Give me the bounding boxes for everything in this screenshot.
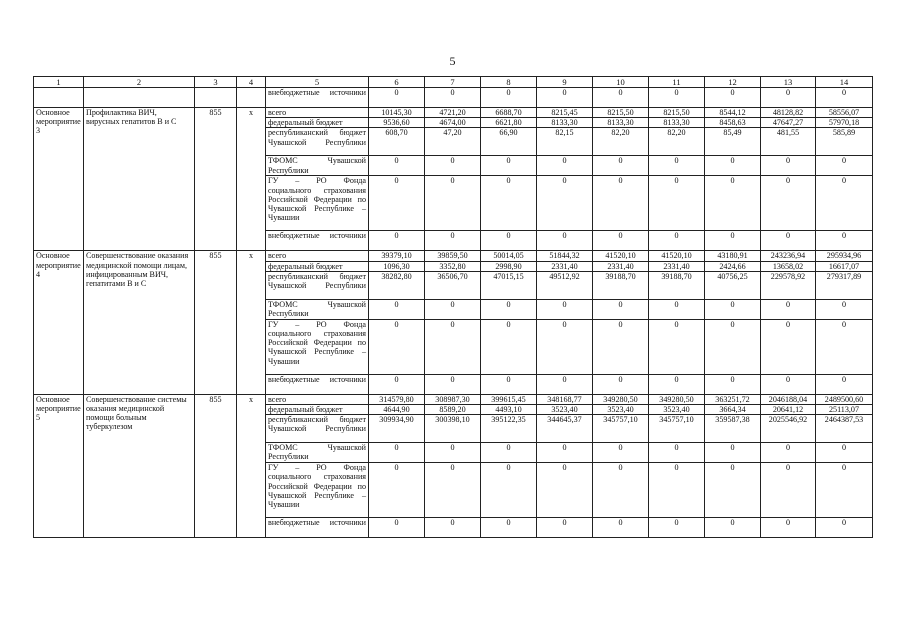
value-cell: 50014,05: [481, 251, 537, 261]
funding-source-cell: ГУ – РО Фонда социального страхования Российской Федерации по Чувашской Республике – Чувашии: [266, 319, 369, 374]
value-cell: 4644,90: [369, 405, 425, 415]
value-cell: 0: [537, 156, 593, 176]
value-cell: 0: [425, 156, 481, 176]
header-cell: 7: [425, 77, 481, 88]
header-cell: 8: [481, 77, 537, 88]
value-cell: 2331,40: [593, 261, 649, 271]
measure-cell: [34, 88, 84, 108]
value-cell: 41520,10: [593, 251, 649, 261]
funding-source-cell: республиканский бюджет Чувашской Республики: [266, 415, 369, 443]
header-cell: 1: [34, 77, 84, 88]
value-cell: 0: [816, 156, 873, 176]
value-cell: 43180,91: [705, 251, 761, 261]
value-cell: 0: [369, 374, 425, 394]
value-cell: 0: [593, 443, 649, 463]
header-cell: 11: [649, 77, 705, 88]
value-cell: 585,89: [816, 128, 873, 156]
value-cell: 0: [816, 299, 873, 319]
code-cell: [195, 88, 237, 108]
value-cell: 25113,07: [816, 405, 873, 415]
value-cell: 359587,38: [705, 415, 761, 443]
value-cell: 0: [481, 374, 537, 394]
value-cell: 349280,50: [593, 394, 649, 404]
value-cell: 47647,27: [761, 118, 816, 128]
value-cell: 82,20: [593, 128, 649, 156]
value-cell: 6621,80: [481, 118, 537, 128]
value-cell: 0: [649, 463, 705, 518]
value-cell: 0: [425, 374, 481, 394]
value-cell: 13658,02: [761, 261, 816, 271]
funding-source-cell: всего: [266, 394, 369, 404]
value-cell: 395122,35: [481, 415, 537, 443]
marker-cell: [237, 88, 266, 108]
value-cell: 2424,66: [705, 261, 761, 271]
value-cell: 0: [816, 443, 873, 463]
value-cell: 608,70: [369, 128, 425, 156]
value-cell: 3523,40: [537, 405, 593, 415]
value-cell: 0: [761, 463, 816, 518]
value-cell: 344645,37: [537, 415, 593, 443]
page-number: 5: [449, 54, 456, 68]
funding-source-cell: всего: [266, 251, 369, 261]
value-cell: 279317,89: [816, 271, 873, 299]
value-cell: 0: [481, 231, 537, 251]
value-cell: 9536,60: [369, 118, 425, 128]
description-cell: Совершенствование оказания медицинской помощи лицам, инфицированным ВИЧ, гепатитами В и С: [84, 251, 195, 394]
value-cell: 229578,92: [761, 271, 816, 299]
value-cell: 0: [369, 443, 425, 463]
value-cell: 0: [705, 443, 761, 463]
value-cell: 41520,10: [649, 251, 705, 261]
table-row: [34, 251, 873, 261]
value-cell: 309934,90: [369, 415, 425, 443]
value-cell: 0: [537, 443, 593, 463]
funding-source-cell: федеральный бюджет: [266, 118, 369, 128]
value-cell: 0: [369, 231, 425, 251]
code-cell: 855: [195, 394, 237, 537]
value-cell: 0: [761, 88, 816, 108]
value-cell: 58556,07: [816, 108, 873, 118]
value-cell: 0: [705, 518, 761, 538]
value-cell: 51844,32: [537, 251, 593, 261]
value-cell: 0: [816, 374, 873, 394]
funding-source-cell: республиканский бюджет Чувашской Республики: [266, 128, 369, 156]
table-body: [34, 88, 873, 538]
measure-cell: Основное мероприятие 3: [34, 108, 84, 251]
measure-cell: Основное мероприятие 4: [34, 251, 84, 394]
value-cell: 0: [369, 518, 425, 538]
value-cell: 39188,70: [649, 271, 705, 299]
header-cell: 12: [705, 77, 761, 88]
value-cell: 0: [816, 463, 873, 518]
value-cell: 0: [369, 319, 425, 374]
value-cell: 0: [481, 299, 537, 319]
value-cell: 0: [649, 88, 705, 108]
value-cell: 8215,50: [593, 108, 649, 118]
value-cell: 0: [816, 231, 873, 251]
marker-cell: х: [237, 394, 266, 537]
value-cell: 4493,10: [481, 405, 537, 415]
funding-source-cell: внебюджетные источники: [266, 231, 369, 251]
funding-source-cell: федеральный бюджет: [266, 261, 369, 271]
funding-source-cell: ТФОМС Чувашской Республики: [266, 299, 369, 319]
value-cell: 0: [593, 88, 649, 108]
value-cell: 40756,25: [705, 271, 761, 299]
value-cell: 308987,30: [425, 394, 481, 404]
value-cell: 47015,15: [481, 271, 537, 299]
value-cell: 0: [537, 374, 593, 394]
value-cell: 300398,10: [425, 415, 481, 443]
value-cell: 295934,96: [816, 251, 873, 261]
value-cell: 0: [649, 443, 705, 463]
value-cell: 0: [593, 231, 649, 251]
value-cell: 0: [537, 518, 593, 538]
value-cell: 8589,20: [425, 405, 481, 415]
funding-source-cell: республиканский бюджет Чувашской Республики: [266, 271, 369, 299]
value-cell: 4721,20: [425, 108, 481, 118]
value-cell: 39188,70: [593, 271, 649, 299]
value-cell: 2998,90: [481, 261, 537, 271]
code-cell: 855: [195, 108, 237, 251]
value-cell: 0: [593, 518, 649, 538]
marker-cell: х: [237, 108, 266, 251]
value-cell: 0: [369, 156, 425, 176]
value-cell: 0: [537, 299, 593, 319]
header-cell: 3: [195, 77, 237, 88]
header-cell: 10: [593, 77, 649, 88]
value-cell: 2489500,60: [816, 394, 873, 404]
marker-cell: х: [237, 251, 266, 394]
value-cell: 4674,00: [425, 118, 481, 128]
value-cell: 49512,92: [537, 271, 593, 299]
value-cell: 3523,40: [649, 405, 705, 415]
value-cell: 8458,63: [705, 118, 761, 128]
value-cell: 0: [649, 156, 705, 176]
value-cell: 0: [649, 319, 705, 374]
value-cell: 0: [537, 88, 593, 108]
funding-source-cell: внебюджетные источники: [266, 518, 369, 538]
value-cell: 8133,30: [537, 118, 593, 128]
value-cell: 3523,40: [593, 405, 649, 415]
value-cell: 38282,80: [369, 271, 425, 299]
value-cell: 8215,45: [537, 108, 593, 118]
value-cell: 2331,40: [537, 261, 593, 271]
header-cell: 6: [369, 77, 425, 88]
value-cell: 345757,10: [649, 415, 705, 443]
value-cell: 66,90: [481, 128, 537, 156]
value-cell: 0: [816, 518, 873, 538]
value-cell: 47,20: [425, 128, 481, 156]
value-cell: 1096,30: [369, 261, 425, 271]
value-cell: 0: [481, 319, 537, 374]
funding-source-cell: ГУ – РО Фонда социального страхования Российской Федерации по Чувашской Республике – Чувашии: [266, 176, 369, 231]
description-cell: [84, 88, 195, 108]
table-row: [34, 88, 873, 108]
value-cell: 2464387,53: [816, 415, 873, 443]
value-cell: 0: [481, 176, 537, 231]
value-cell: 0: [705, 231, 761, 251]
value-cell: 2025546,92: [761, 415, 816, 443]
value-cell: 363251,72: [705, 394, 761, 404]
funding-source-cell: всего: [266, 108, 369, 118]
value-cell: 0: [705, 299, 761, 319]
value-cell: 0: [761, 443, 816, 463]
table-row: [34, 394, 873, 404]
value-cell: 0: [705, 156, 761, 176]
value-cell: 0: [481, 463, 537, 518]
value-cell: 39859,50: [425, 251, 481, 261]
value-cell: 0: [425, 443, 481, 463]
value-cell: 8215,50: [649, 108, 705, 118]
value-cell: 0: [425, 463, 481, 518]
value-cell: 0: [761, 176, 816, 231]
value-cell: 2331,40: [649, 261, 705, 271]
value-cell: 0: [649, 374, 705, 394]
value-cell: 0: [705, 88, 761, 108]
value-cell: 0: [425, 176, 481, 231]
value-cell: 57970,18: [816, 118, 873, 128]
value-cell: 0: [369, 463, 425, 518]
value-cell: 10145,30: [369, 108, 425, 118]
value-cell: 0: [649, 231, 705, 251]
value-cell: 0: [425, 88, 481, 108]
funding-source-cell: внебюджетные источники: [266, 88, 369, 108]
funding-source-cell: внебюджетные источники: [266, 374, 369, 394]
value-cell: 0: [369, 176, 425, 231]
value-cell: 0: [816, 319, 873, 374]
column-number-row: [34, 77, 873, 88]
value-cell: 0: [649, 518, 705, 538]
value-cell: 3352,80: [425, 261, 481, 271]
value-cell: 0: [593, 374, 649, 394]
value-cell: 348168,77: [537, 394, 593, 404]
value-cell: 16617,07: [816, 261, 873, 271]
value-cell: 0: [705, 319, 761, 374]
value-cell: 0: [481, 88, 537, 108]
description-cell: Профилактика ВИЧ, вирусных гепатитов В и С: [84, 108, 195, 251]
value-cell: 0: [593, 299, 649, 319]
value-cell: 8133,30: [593, 118, 649, 128]
funding-source-cell: ТФОМС Чувашской Республики: [266, 443, 369, 463]
value-cell: 6688,70: [481, 108, 537, 118]
value-cell: 39379,10: [369, 251, 425, 261]
value-cell: 0: [761, 156, 816, 176]
value-cell: 20641,12: [761, 405, 816, 415]
value-cell: 2046188,04: [761, 394, 816, 404]
value-cell: 0: [649, 299, 705, 319]
value-cell: 0: [761, 518, 816, 538]
funding-source-cell: ТФОМС Чувашской Республики: [266, 156, 369, 176]
value-cell: 0: [761, 231, 816, 251]
value-cell: 0: [537, 463, 593, 518]
header-cell: 4: [237, 77, 266, 88]
code-cell: 855: [195, 251, 237, 394]
value-cell: 8133,30: [649, 118, 705, 128]
value-cell: 0: [425, 319, 481, 374]
value-cell: 0: [761, 374, 816, 394]
value-cell: 0: [537, 231, 593, 251]
value-cell: 0: [705, 176, 761, 231]
value-cell: 0: [649, 176, 705, 231]
value-cell: 0: [816, 88, 873, 108]
header-cell: 13: [761, 77, 816, 88]
value-cell: 0: [425, 231, 481, 251]
value-cell: 85,49: [705, 128, 761, 156]
value-cell: 0: [705, 374, 761, 394]
value-cell: 0: [481, 156, 537, 176]
budget-table: [33, 76, 873, 538]
value-cell: 0: [705, 463, 761, 518]
value-cell: 0: [593, 176, 649, 231]
value-cell: 345757,10: [593, 415, 649, 443]
value-cell: 399615,45: [481, 394, 537, 404]
value-cell: 314579,80: [369, 394, 425, 404]
value-cell: 0: [761, 319, 816, 374]
description-cell: Совершенствование системы оказания медицинской помощи больным туберкулезом: [84, 394, 195, 537]
funding-source-cell: федеральный бюджет: [266, 405, 369, 415]
value-cell: 481,55: [761, 128, 816, 156]
measure-cell: Основное мероприятие 5: [34, 394, 84, 537]
value-cell: 0: [761, 299, 816, 319]
value-cell: 0: [593, 463, 649, 518]
header-cell: 2: [84, 77, 195, 88]
value-cell: 0: [593, 156, 649, 176]
value-cell: 0: [481, 443, 537, 463]
value-cell: 243236,94: [761, 251, 816, 261]
value-cell: 349280,50: [649, 394, 705, 404]
header-cell: 9: [537, 77, 593, 88]
value-cell: 0: [425, 299, 481, 319]
value-cell: 82,15: [537, 128, 593, 156]
funding-source-cell: ГУ – РО Фонда социального страхования Российской Федерации по Чувашской Республике – Чувашии: [266, 463, 369, 518]
value-cell: 0: [481, 518, 537, 538]
value-cell: 0: [369, 299, 425, 319]
table-row: [34, 108, 873, 118]
header-cell: 5: [266, 77, 369, 88]
value-cell: 0: [816, 176, 873, 231]
value-cell: 0: [593, 319, 649, 374]
value-cell: 0: [537, 319, 593, 374]
value-cell: 82,20: [649, 128, 705, 156]
value-cell: 8544,12: [705, 108, 761, 118]
value-cell: 0: [369, 88, 425, 108]
header-cell: 14: [816, 77, 873, 88]
value-cell: 3664,34: [705, 405, 761, 415]
value-cell: 0: [537, 176, 593, 231]
value-cell: 0: [425, 518, 481, 538]
value-cell: 48128,82: [761, 108, 816, 118]
value-cell: 36506,70: [425, 271, 481, 299]
